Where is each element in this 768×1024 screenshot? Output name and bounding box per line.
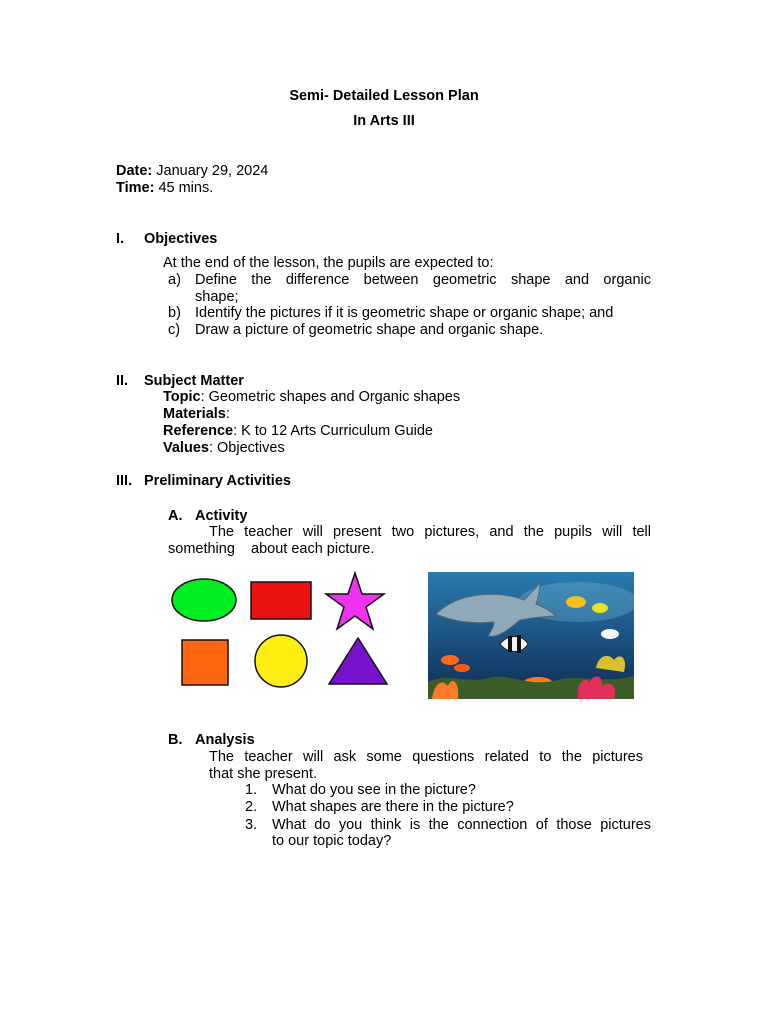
green-ellipse-shape xyxy=(172,579,236,621)
white-fish xyxy=(601,629,619,639)
objective-marker-b: b) xyxy=(168,305,181,321)
yellow-fish xyxy=(592,603,608,613)
question-text: What shapes are there in the picture? xyxy=(272,799,514,815)
topic-line xyxy=(163,389,460,406)
reference-label: Reference xyxy=(163,423,234,439)
question-number: 3. xyxy=(245,817,258,833)
angelfish-stripe xyxy=(508,636,512,652)
question-number: 2. xyxy=(245,799,258,815)
question-text: What do you think is the connection of those pictures xyxy=(272,817,651,833)
time-line xyxy=(116,180,213,197)
clownfish xyxy=(441,655,459,665)
red-rectangle-shape xyxy=(251,582,311,619)
analysis-text-line1: The teacher will ask some questions related to the pictures xyxy=(209,749,643,765)
materials-value: : xyxy=(225,406,230,422)
section-heading-preliminary: Preliminary Activities xyxy=(144,473,291,489)
activity-text-line2: something about each picture. xyxy=(168,541,375,557)
objectives-intro: At the end of the lesson, the pupils are expected to: xyxy=(163,255,494,271)
reference-value: : K to 12 Arts Curriculum Guide xyxy=(233,423,433,439)
question-text-cont: to our topic today? xyxy=(272,833,392,849)
analysis-text-line2: that she present. xyxy=(209,766,318,782)
subsection-marker-activity: A. xyxy=(168,508,183,524)
subsection-heading-analysis: Analysis xyxy=(195,732,255,748)
values-line xyxy=(163,440,285,457)
topic-value: : Geometric shapes and Organic shapes xyxy=(200,389,461,405)
section-number-preliminary: III. xyxy=(116,473,133,489)
section-number-subject: II. xyxy=(116,373,129,389)
underwater-organic-picture xyxy=(428,572,634,699)
document-subtitle: In Arts III xyxy=(353,113,415,129)
angelfish-stripe xyxy=(517,635,521,653)
subsection-marker-analysis: B. xyxy=(168,732,183,748)
question-number: 1. xyxy=(245,782,258,798)
values-label: Values xyxy=(163,440,209,456)
date-line xyxy=(116,163,268,180)
objective-marker-c: c) xyxy=(168,322,181,338)
yellow-fish xyxy=(566,596,586,608)
clownfish xyxy=(454,664,470,672)
activity-text-line1: The teacher will present two pictures, and the pupils will tell xyxy=(209,524,651,540)
materials-line xyxy=(163,406,230,423)
objective-marker-a: a) xyxy=(168,272,181,288)
subsection-heading-activity: Activity xyxy=(195,508,248,524)
question-text: What do you see in the picture? xyxy=(272,782,476,798)
time-label: Time: xyxy=(116,180,155,196)
time-value: 45 mins. xyxy=(154,180,214,196)
reference-line xyxy=(163,423,433,440)
section-heading-objectives: Objectives xyxy=(144,231,218,247)
objective-text-b: Identify the pictures if it is geometric shape or organic shape; and xyxy=(195,305,614,321)
section-number-objectives: I. xyxy=(116,231,125,247)
topic-label: Topic xyxy=(163,389,201,405)
date-value: January 29, 2024 xyxy=(152,163,269,179)
document-title: Semi- Detailed Lesson Plan xyxy=(289,88,479,104)
materials-label: Materials xyxy=(163,406,226,422)
objective-text-a-cont: shape; xyxy=(195,289,239,305)
objective-text-c: Draw a picture of geometric shape and organic shape. xyxy=(195,322,544,338)
geometric-shapes-picture xyxy=(168,570,396,696)
yellow-circle-shape xyxy=(255,635,307,687)
values-value: : Objectives xyxy=(208,440,285,456)
date-label: Date: xyxy=(116,163,153,179)
orange-square-shape xyxy=(182,640,228,685)
objective-text-a: Define the difference between geometric shape and organic xyxy=(195,272,651,288)
section-heading-subject: Subject Matter xyxy=(144,373,244,389)
